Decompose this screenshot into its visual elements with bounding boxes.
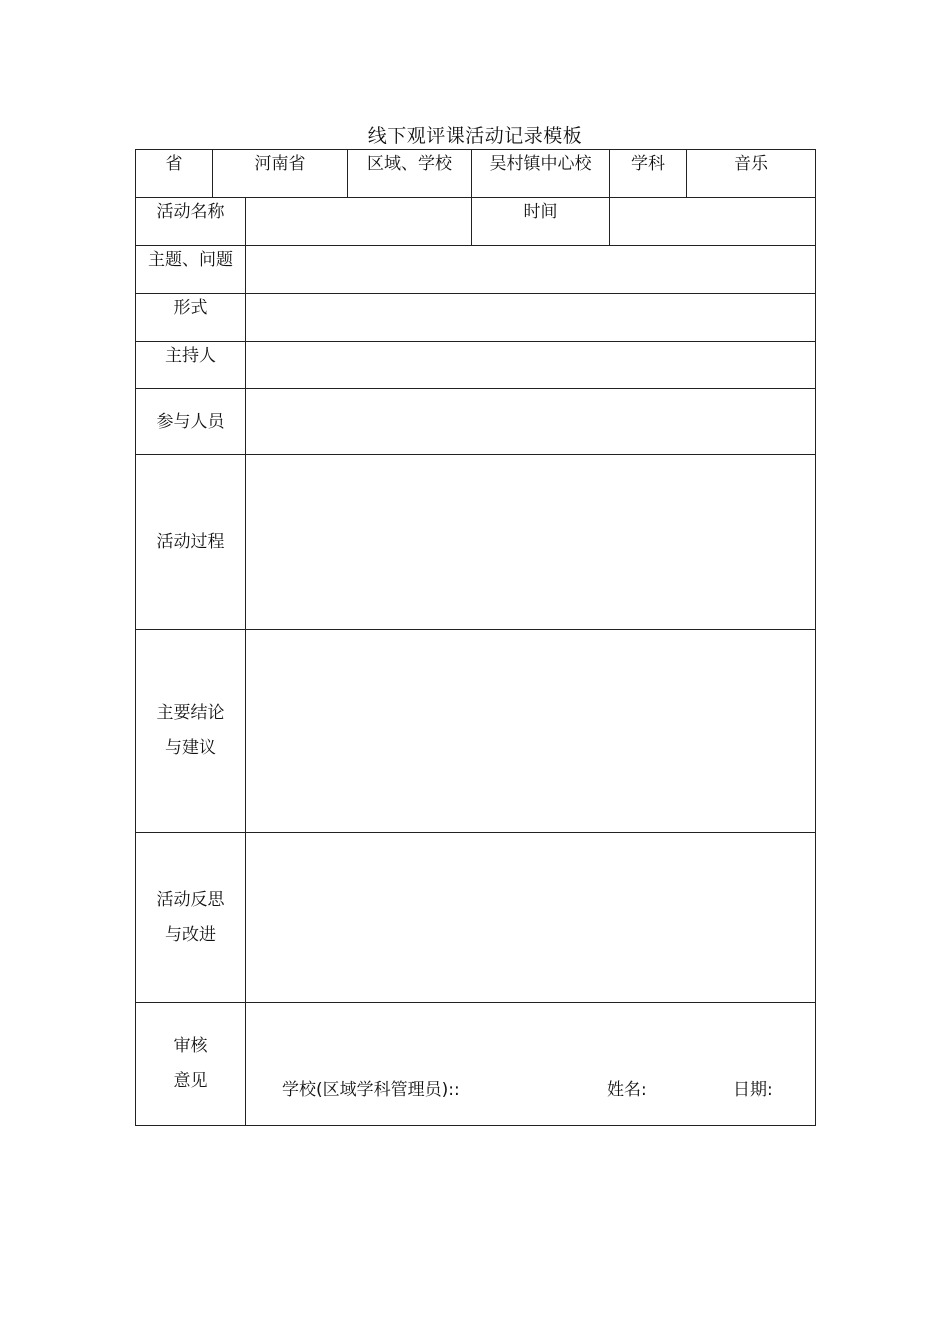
form-title: 线下观评课活动记录模板 — [367, 125, 583, 147]
reflection-field[interactable] — [246, 833, 816, 1003]
topic-label-cell — [136, 246, 246, 294]
province-value-cell[interactable] — [213, 150, 348, 198]
reflection-label-line2: 与改进 — [165, 924, 216, 945]
area-school-value-cell[interactable] — [472, 150, 610, 198]
activity-name-label-cell — [136, 198, 246, 246]
subject-value-cell[interactable] — [687, 150, 816, 198]
process-label: 活动过程 — [156, 532, 225, 552]
activity-name-field[interactable] — [246, 198, 472, 246]
host-label-cell — [136, 342, 246, 389]
form-field[interactable] — [246, 294, 816, 342]
province-value: 河南省 — [254, 154, 306, 174]
conclusion-label-line2: 与建议 — [165, 738, 216, 758]
area-school-label: 区域、学校 — [367, 154, 452, 174]
time-field[interactable] — [610, 198, 816, 246]
province-label: 省 — [165, 154, 183, 174]
conclusion-field[interactable] — [246, 630, 816, 833]
review-label-cell — [136, 1003, 246, 1126]
host-label: 主持人 — [165, 346, 216, 366]
reflection-label-cell — [136, 833, 246, 1003]
activity-name-label: 活动名称 — [156, 202, 225, 222]
review-label-line2: 意见 — [173, 1071, 208, 1091]
subject-value: 音乐 — [734, 154, 768, 174]
review-field[interactable] — [246, 1003, 816, 1126]
subject-label: 学科 — [631, 154, 665, 174]
process-label-cell — [136, 455, 246, 630]
participants-field[interactable] — [246, 389, 816, 455]
form-label-cell — [136, 294, 246, 342]
date-label: 日期: — [733, 1080, 773, 1100]
name-label: 姓名: — [607, 1080, 647, 1100]
process-field[interactable] — [246, 455, 816, 630]
participants-label-cell — [136, 389, 246, 455]
time-label: 时间 — [523, 202, 558, 222]
subject-label-cell — [610, 150, 687, 198]
host-field[interactable] — [246, 342, 816, 389]
reflection-label-line1: 活动反思 — [156, 889, 225, 910]
conclusion-label-line1: 主要结论 — [156, 703, 225, 723]
participants-label: 参与人员 — [156, 411, 225, 432]
review-label-line1: 审核 — [173, 1036, 208, 1056]
time-label-cell — [472, 198, 610, 246]
topic-field[interactable] — [246, 246, 816, 294]
form-label: 形式 — [173, 298, 208, 318]
province-label-cell — [136, 150, 213, 198]
school-admin-label: 学校(区域学科管理员):: — [282, 1080, 460, 1100]
topic-label: 主题、问题 — [148, 250, 233, 270]
record-table — [135, 149, 816, 1126]
area-school-value: 吴村镇中心校 — [489, 154, 592, 174]
conclusion-label-cell — [136, 630, 246, 833]
area-school-label-cell — [348, 150, 472, 198]
